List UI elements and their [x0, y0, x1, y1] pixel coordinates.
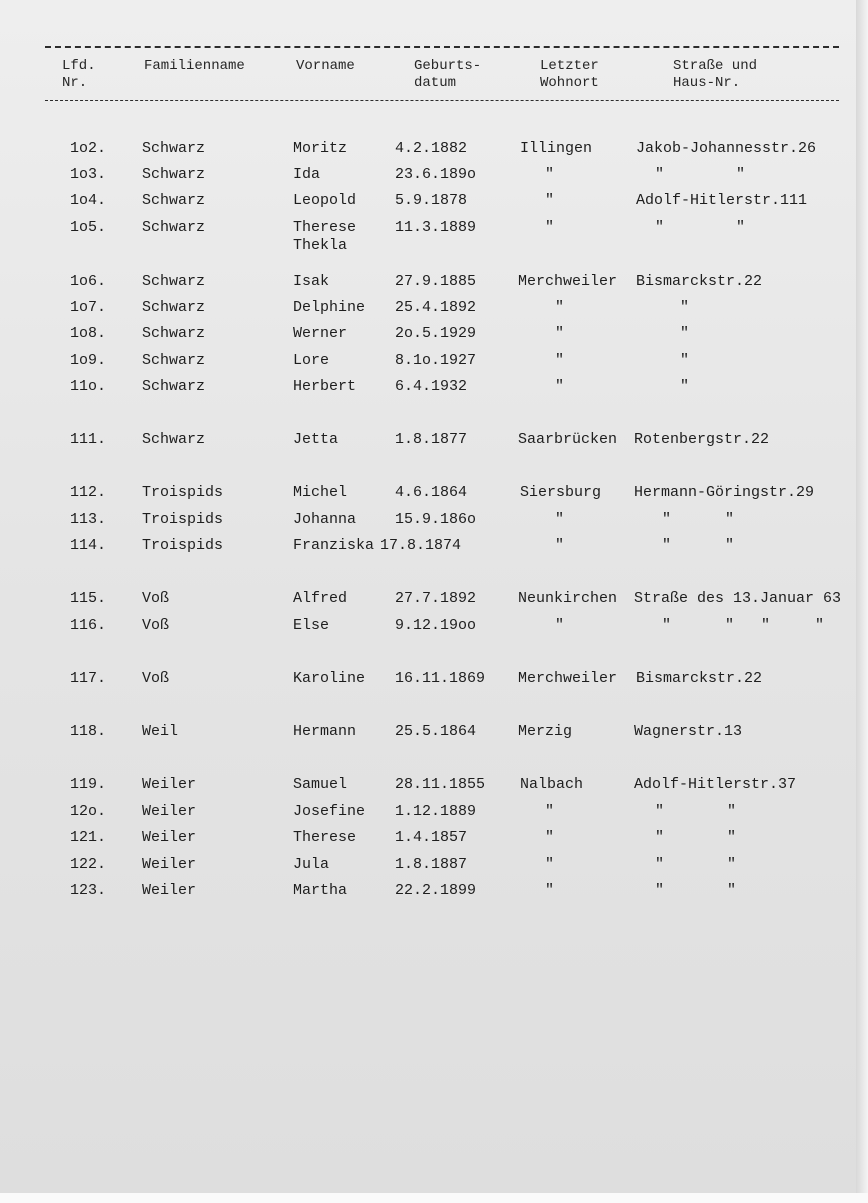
cell-wohnort: " [545, 856, 555, 873]
cell-wohnort: " [545, 803, 555, 820]
cell-familienname: Schwarz [142, 219, 206, 236]
page-bottom-border [0, 1193, 868, 1203]
column-header-lfd-nr: Lfd. Nr. [62, 58, 96, 91]
cell-strasse: " " [655, 856, 737, 873]
cell-strasse: Adolf-Hitlerstr.111 [636, 192, 808, 209]
cell-nr: 1o2. [70, 140, 107, 157]
cell-geburtsdatum: 27.7.1892 [395, 590, 477, 607]
cell-familienname: Schwarz [142, 431, 206, 448]
cell-vorname: Else [293, 617, 330, 634]
cell-familienname: Schwarz [142, 378, 206, 395]
cell-geburtsdatum: 1.8.1887 [395, 856, 468, 873]
column-header-vorname: Vorname [296, 58, 355, 74]
cell-wohnort: Illingen [520, 140, 593, 157]
cell-geburtsdatum: 5.9.1878 [395, 192, 468, 209]
cell-wohnort: Saarbrücken [518, 431, 618, 448]
cell-vorname: Herbert [293, 378, 357, 395]
column-header-familienname: Familienname [144, 58, 245, 74]
cell-vorname: Michel [293, 484, 348, 501]
cell-strasse: Wagnerstr.13 [634, 723, 743, 740]
cell-nr: 1o3. [70, 166, 107, 183]
cell-geburtsdatum: 17.8.1874 [380, 537, 462, 554]
cell-wohnort: Siersburg [520, 484, 602, 501]
cell-geburtsdatum: 4.6.1864 [395, 484, 468, 501]
cell-geburtsdatum: 25.5.1864 [395, 723, 477, 740]
cell-vorname: Josefine [293, 803, 366, 820]
cell-wohnort: Merchweiler [518, 670, 618, 687]
cell-vorname: Leopold [293, 192, 357, 209]
cell-nr: 122. [70, 856, 107, 873]
cell-nr: 116. [70, 617, 107, 634]
cell-strasse: " " [655, 219, 746, 236]
cell-familienname: Weiler [142, 776, 197, 793]
cell-nr: 112. [70, 484, 107, 501]
column-header-wohnort: Letzter Wohnort [540, 58, 599, 91]
cell-vorname: Jula [293, 856, 330, 873]
cell-vorname: Therese [293, 829, 357, 846]
cell-geburtsdatum: 6.4.1932 [395, 378, 468, 395]
cell-familienname: Troispids [142, 537, 224, 554]
page-edge-shadow [856, 0, 868, 1203]
cell-nr: 111. [70, 431, 107, 448]
cell-familienname: Schwarz [142, 192, 206, 209]
cell-vorname: Delphine [293, 299, 366, 316]
column-header-strasse: Straße und Haus-Nr. [673, 58, 758, 91]
cell-familienname: Weiler [142, 803, 197, 820]
cell-strasse: " " [655, 166, 746, 183]
cell-vorname: Hermann [293, 723, 357, 740]
cell-vorname: Samuel [293, 776, 348, 793]
cell-wohnort: Nalbach [520, 776, 584, 793]
cell-vorname: Johanna [293, 511, 357, 528]
cell-vorname: Alfred [293, 590, 348, 607]
cell-nr: 12o. [70, 803, 107, 820]
cell-wohnort: " [545, 192, 555, 209]
cell-vorname: Franziska [293, 537, 375, 554]
cell-vorname: Isak [293, 273, 330, 290]
cell-vorname: Lore [293, 352, 330, 369]
cell-geburtsdatum: 22.2.1899 [395, 882, 477, 899]
cell-nr: 121. [70, 829, 107, 846]
cell-familienname: Troispids [142, 511, 224, 528]
cell-strasse: Straße des 13.Januar 63 [634, 590, 842, 607]
cell-strasse: " [680, 352, 690, 369]
cell-wohnort: " [555, 325, 565, 342]
cell-familienname: Troispids [142, 484, 224, 501]
cell-strasse: " [680, 299, 690, 316]
cell-nr: 1o9. [70, 352, 107, 369]
cell-familienname: Voß [142, 617, 170, 634]
cell-strasse: Jakob-Johannesstr.26 [636, 140, 817, 157]
cell-wohnort: " [555, 378, 565, 395]
cell-familienname: Weiler [142, 882, 197, 899]
cell-wohnort: " [555, 511, 565, 528]
cell-geburtsdatum: 16.11.1869 [395, 670, 486, 687]
cell-geburtsdatum: 23.6.189o [395, 166, 477, 183]
cell-wohnort: " [555, 352, 565, 369]
cell-strasse: " " [655, 829, 737, 846]
cell-nr: 119. [70, 776, 107, 793]
cell-geburtsdatum: 15.9.186o [395, 511, 477, 528]
cell-wohnort: Merzig [518, 723, 573, 740]
cell-wohnort: Merchweiler [518, 273, 618, 290]
cell-familienname: Schwarz [142, 273, 206, 290]
cell-geburtsdatum: 28.11.1855 [395, 776, 486, 793]
cell-strasse: Hermann-Göringstr.29 [634, 484, 815, 501]
column-header-geburtsdatum: Geburts- datum [414, 58, 482, 91]
cell-geburtsdatum: 8.1o.1927 [395, 352, 477, 369]
header-top-rule [45, 46, 839, 48]
cell-familienname: Schwarz [142, 325, 206, 342]
cell-geburtsdatum: 9.12.19oo [395, 617, 477, 634]
cell-wohnort: " [545, 882, 555, 899]
cell-vorname: Ida [293, 166, 321, 183]
cell-nr: 1o7. [70, 299, 107, 316]
cell-vorname: Moritz [293, 140, 348, 157]
cell-geburtsdatum: 1.12.1889 [395, 803, 477, 820]
cell-strasse: " " [655, 803, 737, 820]
cell-vorname: Karoline [293, 670, 366, 687]
cell-geburtsdatum: 11.3.1889 [395, 219, 477, 236]
cell-geburtsdatum: 2o.5.1929 [395, 325, 477, 342]
cell-geburtsdatum: 25.4.1892 [395, 299, 477, 316]
cell-wohnort: Neunkirchen [518, 590, 618, 607]
cell-familienname: Schwarz [142, 352, 206, 369]
cell-geburtsdatum: 4.2.1882 [395, 140, 468, 157]
cell-strasse: Adolf-Hitlerstr.37 [634, 776, 797, 793]
cell-nr: 1o5. [70, 219, 107, 236]
cell-strasse: " " [662, 511, 735, 528]
cell-familienname: Weil [142, 723, 179, 740]
cell-strasse: " [680, 378, 690, 395]
cell-nr: 113. [70, 511, 107, 528]
cell-nr: 1o6. [70, 273, 107, 290]
cell-vorname: Jetta [293, 431, 339, 448]
cell-geburtsdatum: 27.9.1885 [395, 273, 477, 290]
cell-strasse: Bismarckstr.22 [636, 670, 763, 687]
cell-wohnort: " [555, 617, 565, 634]
cell-wohnort: " [555, 299, 565, 316]
cell-vorname: Therese Thekla [293, 219, 357, 254]
cell-strasse: Rotenbergstr.22 [634, 431, 770, 448]
cell-strasse: " [680, 325, 690, 342]
cell-nr: 11o. [70, 378, 107, 395]
cell-geburtsdatum: 1.8.1877 [395, 431, 468, 448]
cell-wohnort: " [555, 537, 565, 554]
cell-nr: 1o4. [70, 192, 107, 209]
cell-strasse: " " [662, 537, 735, 554]
cell-familienname: Schwarz [142, 140, 206, 157]
cell-nr: 115. [70, 590, 107, 607]
cell-familienname: Schwarz [142, 299, 206, 316]
cell-nr: 1o8. [70, 325, 107, 342]
cell-strasse: " " [655, 882, 737, 899]
cell-geburtsdatum: 1.4.1857 [395, 829, 468, 846]
header-bottom-rule [45, 100, 839, 101]
cell-wohnort: " [545, 219, 555, 236]
cell-vorname: Martha [293, 882, 348, 899]
cell-wohnort: " [545, 829, 555, 846]
cell-familienname: Voß [142, 590, 170, 607]
cell-nr: 118. [70, 723, 107, 740]
cell-wohnort: " [545, 166, 555, 183]
cell-familienname: Weiler [142, 829, 197, 846]
cell-familienname: Schwarz [142, 166, 206, 183]
cell-familienname: Voß [142, 670, 170, 687]
cell-vorname: Werner [293, 325, 348, 342]
cell-strasse: " " " " [662, 617, 825, 634]
cell-nr: 114. [70, 537, 107, 554]
cell-familienname: Weiler [142, 856, 197, 873]
cell-nr: 117. [70, 670, 107, 687]
cell-nr: 123. [70, 882, 107, 899]
cell-strasse: Bismarckstr.22 [636, 273, 763, 290]
